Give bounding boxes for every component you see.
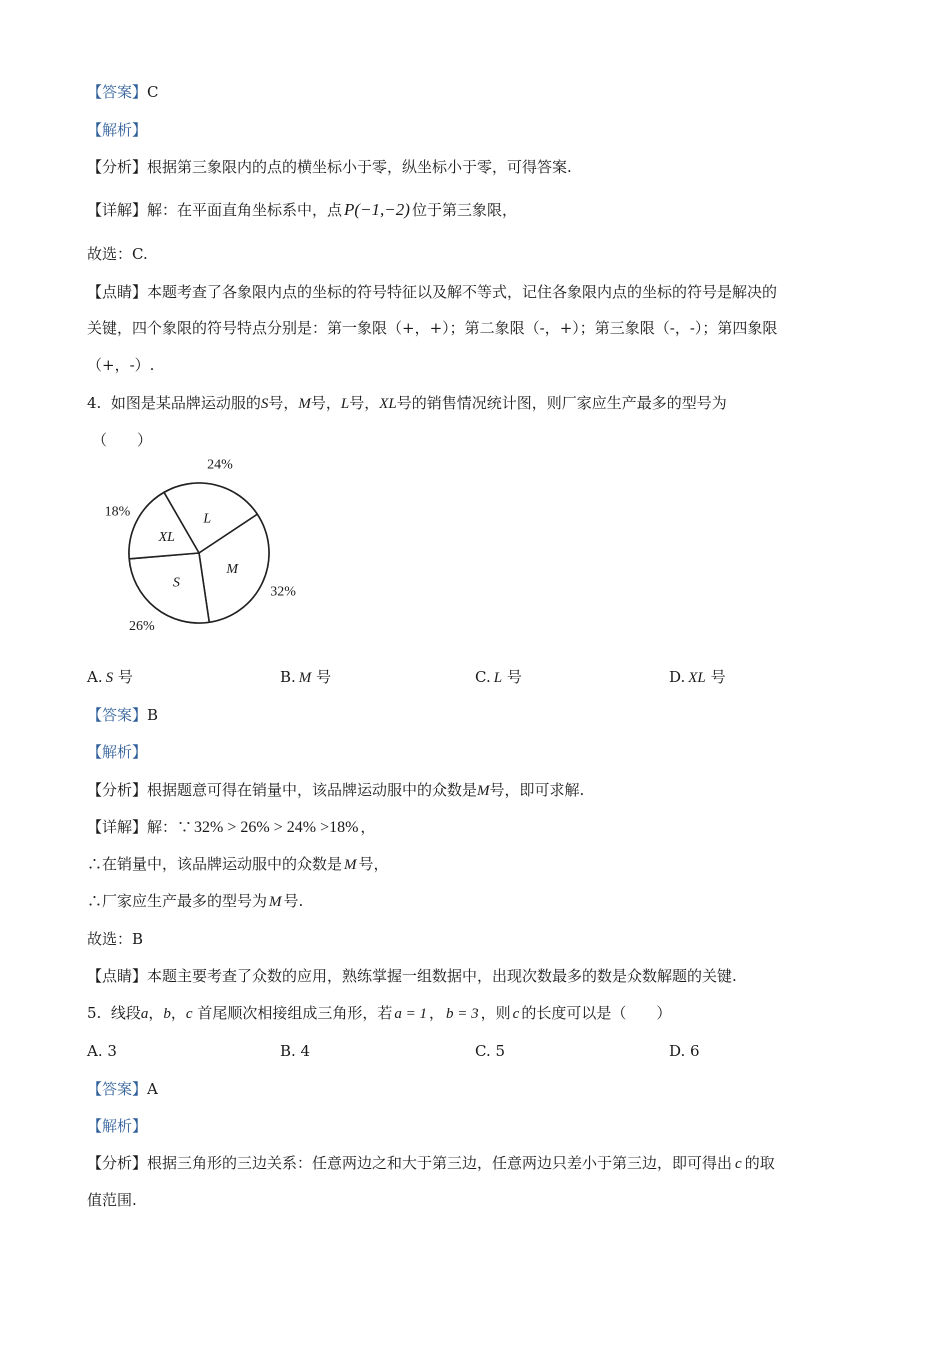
comment-tag: 【点睛】 [87,967,148,985]
q4-analysis [87,780,584,801]
q5-answer [87,1079,158,1099]
analysis-text: 根据三角形的三边关系：任意两边之和大于第三边，任意两边只差小于第三边，即可得出 [147,1154,733,1172]
pie-slice-label: XL [158,530,175,546]
detail-text-end: 位于第三象限， [411,201,517,219]
stem-text: 号， [268,394,299,412]
var-b: b [163,1006,171,1022]
analysis-tag: 【分析】 [87,158,148,176]
var-c: c [185,1006,193,1022]
var-c: c [512,1006,520,1022]
q3-choose: 故选：C. [87,245,148,263]
answer-value: C [147,83,159,101]
q4-detail [87,817,375,838]
pie-percent-label: 26% [129,619,155,635]
var-m: M [269,894,282,910]
option-letter: C. [475,668,491,686]
q4-therefore-2 [87,891,303,912]
q3-comment-line-3: （+，-）. [87,356,155,374]
q3-answer [87,82,159,102]
analysis-text: 根据题意可得在销量中，该品牌运动服中的众数是 [147,781,478,799]
option-suffix: 号 [506,668,522,686]
option-suffix: 号 [710,668,726,686]
q3-detail [87,200,517,220]
text: ∴厂家应生产最多的型号为 [87,892,268,910]
option-letter: A. [87,668,103,686]
q5-option-a: A. 3 [87,1042,117,1060]
separator: ， [170,1004,186,1022]
q3-analysis [87,157,572,177]
pie-slice-label: M [226,561,239,577]
stem-text: 号的销售情况统计图，则厂家应生产最多的型号为 [396,394,727,412]
question-number: 4. [87,394,102,412]
q5-option-b: B. 4 [280,1042,311,1060]
q5-analysis-line-2: 值范围. [87,1191,137,1209]
q4-option-a [87,667,133,688]
inequality: 32% > 26% > 24% >18% [194,819,359,836]
text: 号. [283,892,304,910]
option-var: M [298,670,312,686]
q4-jiexi: 【解析】 [87,743,148,761]
stem-text: 号， [310,394,341,412]
point-expression: P(−1,−2) [344,200,410,219]
q3-comment-line-2: 关键，四个象限的符号特点分别是：第一象限（+，+）；第二象限（-，+）；第三象限（-，-）；第四象限 [87,319,778,337]
stem-text: 的长度可以是（ ） [521,1004,672,1022]
q5-option-d: D. 6 [669,1042,700,1060]
var-c: c [735,1156,742,1172]
option-var: S [105,670,114,686]
var-m: M [477,783,490,799]
separator: ， [148,1004,164,1022]
q4-paren: （ ） [92,431,153,449]
analysis-text: 根据第三象限内的点的横坐标小于零，纵坐标小于零，可得答案. [147,158,572,176]
analysis-tag: 【分析】 [87,1154,148,1172]
var-a: a [140,1006,149,1022]
option-suffix: 号 [117,668,133,686]
equation-b: b = 3 [446,1006,479,1022]
pie-percent-label: 32% [270,584,296,600]
option-var: XL [688,670,706,686]
pie-percent-label: 18% [104,504,131,520]
q4-comment [87,966,737,986]
q4-option-b [280,667,331,688]
pie-slice-s [129,553,209,623]
stem-text: 号， [349,394,380,412]
analysis-tag: 【分析】 [87,781,148,799]
q5-analysis-line-1 [87,1153,775,1174]
q5-jiexi: 【解析】 [87,1117,148,1135]
stem-text: 如图是某品牌运动服的 [110,394,261,412]
q4-choose: 故选：B [87,930,144,948]
detail-tag: 【详解】 [87,818,148,836]
q4-answer [87,705,158,725]
stem-text: 首尾顺次相接组成三角形，若 [197,1004,393,1022]
q4-stem [87,393,727,414]
answer-tag: 【答案】 [87,706,148,724]
text: 号， [358,855,389,873]
q3-comment-line-1 [87,282,777,302]
separator: ， [429,1004,445,1022]
pie-slice-label: S [172,575,180,591]
var-l: L [340,396,350,412]
equation-a: a = 1 [394,1006,427,1022]
detail-text-end: ， [360,818,376,836]
detail-text: 解：∵ [147,818,193,836]
detail-text: 解：在平面直角坐标系中，点 [147,201,343,219]
var-s: S [260,396,269,412]
option-letter: B. [280,668,296,686]
option-var: L [493,670,503,686]
stem-text: ，则 [480,1004,511,1022]
q5-stem [87,1003,671,1024]
detail-tag: 【详解】 [87,201,148,219]
var-m: M [298,396,311,412]
answer-tag: 【答案】 [87,83,148,101]
pie-chart [80,458,320,653]
q5-option-c: C. 5 [475,1042,506,1060]
pie-slice-label: L [203,511,212,527]
option-suffix: 号 [316,668,332,686]
var-xl: XL [379,396,397,412]
analysis-text-end: 号，即可求解. [489,781,585,799]
comment-text: 本题考查了各象限内点的坐标的符号特征以及解不等式，记住各象限内点的坐标的符号是解决的 [147,283,778,301]
answer-tag: 【答案】 [87,1080,148,1098]
q4-therefore-1 [87,854,389,875]
text: ∴在销量中，该品牌运动服中的众数是 [87,855,343,873]
var-m: M [344,857,357,873]
q4-option-c [475,667,522,688]
q3-jiexi: 【解析】 [87,121,148,139]
question-number: 5. [87,1004,102,1022]
pie-percent-label: 24% [207,458,233,473]
q4-option-d [669,667,726,688]
comment-text: 本题主要考查了众数的应用，熟练掌握一组数据中，出现次数最多的数是众数解题的关键. [147,967,737,985]
answer-value: B [147,706,159,724]
option-letter: D. [669,668,686,686]
answer-value: A [147,1080,158,1098]
stem-text: 线段 [110,1004,141,1022]
analysis-text: 的取 [744,1154,775,1172]
comment-tag: 【点睛】 [87,283,148,301]
